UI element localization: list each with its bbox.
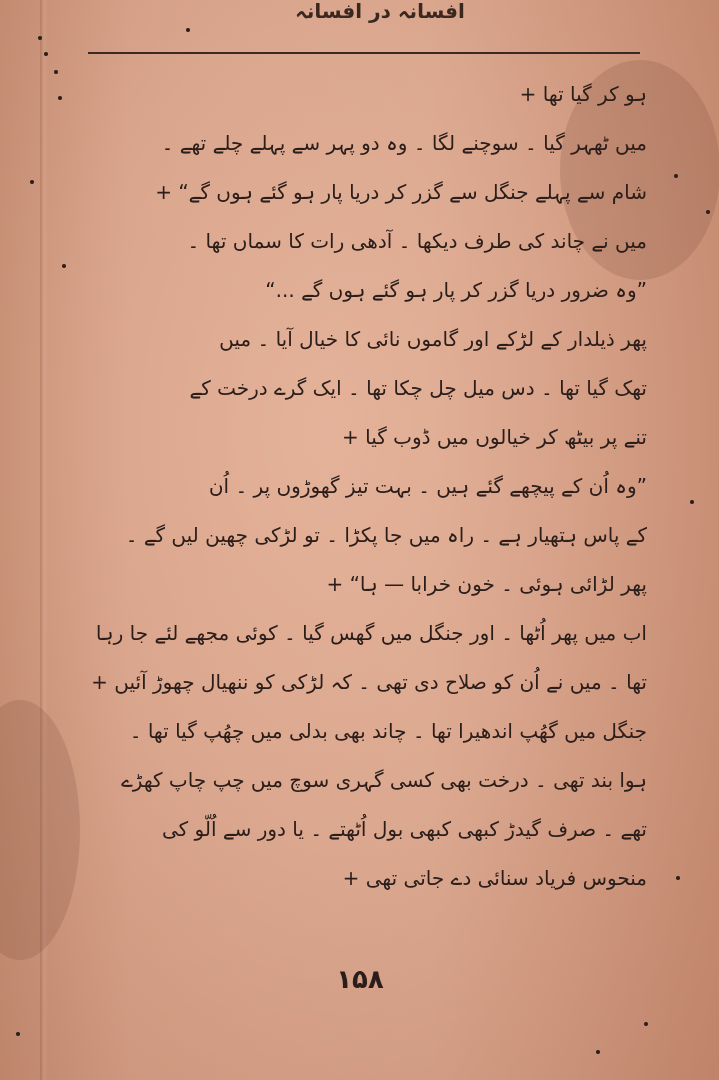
ink-speck bbox=[706, 210, 710, 214]
ink-speck bbox=[30, 180, 34, 184]
text-line: ہوا بند تھی ۔ درخت بھی کسی گہری سوچ میں چپ چاپ کھڑے bbox=[121, 768, 647, 792]
text-line: ”وہ ضرور دریا گزر کر پار ہو گئے ہوں گے ...“ bbox=[265, 278, 647, 302]
ink-speck bbox=[186, 28, 190, 32]
text-line: کے پاس ہتھیار ہے ۔ راہ میں جا پکڑا ۔ تو لڑکی چھین لیں گے ۔ bbox=[125, 523, 647, 547]
ink-speck bbox=[62, 264, 66, 268]
text-line: پھر لڑائی ہوئی ۔ خون خرابا — ہا“ + bbox=[326, 572, 647, 596]
ink-speck bbox=[54, 70, 58, 74]
text-line: میں نے چاند کی طرف دیکھا ۔ آدھی رات کا سماں تھا ۔ bbox=[187, 229, 647, 253]
ink-speck bbox=[58, 96, 62, 100]
running-header: افسانہ در افسانہ bbox=[295, 0, 465, 23]
text-line: جنگل میں گھُپ اندھیرا تھا ۔ چاند بھی بدلی میں چھُپ گیا تھا ۔ bbox=[129, 719, 647, 743]
text-line: تھے ۔ صرف گیدڑ کبھی کبھی بول اُٹھتے ۔ یا دور سے اُلّو کی bbox=[162, 817, 647, 841]
page-body bbox=[87, 70, 647, 903]
header-rule bbox=[88, 52, 640, 54]
ink-speck bbox=[38, 36, 42, 40]
text-line: میں ٹھہر گیا ۔ سوچنے لگا ۔ وہ دو پہر سے پہلے چلے تھے ۔ bbox=[161, 131, 647, 155]
text-line: اب میں پھر اُٹھا ۔ اور جنگل میں گھس گیا ۔ کوئی مجھے لئے جا رہا bbox=[95, 621, 647, 645]
ink-speck bbox=[644, 1022, 648, 1026]
ink-speck bbox=[674, 174, 678, 178]
ink-speck bbox=[44, 52, 48, 56]
ink-speck bbox=[596, 1050, 600, 1054]
text-line: شام سے پہلے جنگل سے گزر کر دریا پار ہو گئے ہوں گے“ + bbox=[155, 180, 647, 204]
ink-speck bbox=[676, 876, 680, 880]
text-line: تھک گیا تھا ۔ دس میل چل چکا تھا ۔ ایک گرے درخت کے bbox=[189, 376, 647, 400]
page-number: ۱۵۸ bbox=[336, 965, 384, 995]
text-line: ہو کر گیا تھا + bbox=[519, 82, 647, 106]
text-line: تنے پر بیٹھ کر خیالوں میں ڈوب گیا + bbox=[342, 425, 647, 449]
ink-speck bbox=[690, 500, 694, 504]
paper-stain bbox=[0, 700, 80, 960]
ink-speck bbox=[16, 1032, 20, 1036]
text-line: منحوس فریاد سنائی دے جاتی تھی + bbox=[342, 866, 647, 890]
text-line: تھا ۔ میں نے اُن کو صلاح دی تھی ۔ کہ لڑکی کو ننھیال چھوڑ آئیں + bbox=[91, 670, 647, 694]
text-line: پھر ذیلدار کے لڑکے اور گاموں نائی کا خیال آیا ۔ میں bbox=[219, 327, 647, 351]
text-line: ”وہ اُن کے پیچھے گئے ہیں ۔ بہت تیز گھوڑوں پر ۔ اُن bbox=[208, 474, 647, 498]
